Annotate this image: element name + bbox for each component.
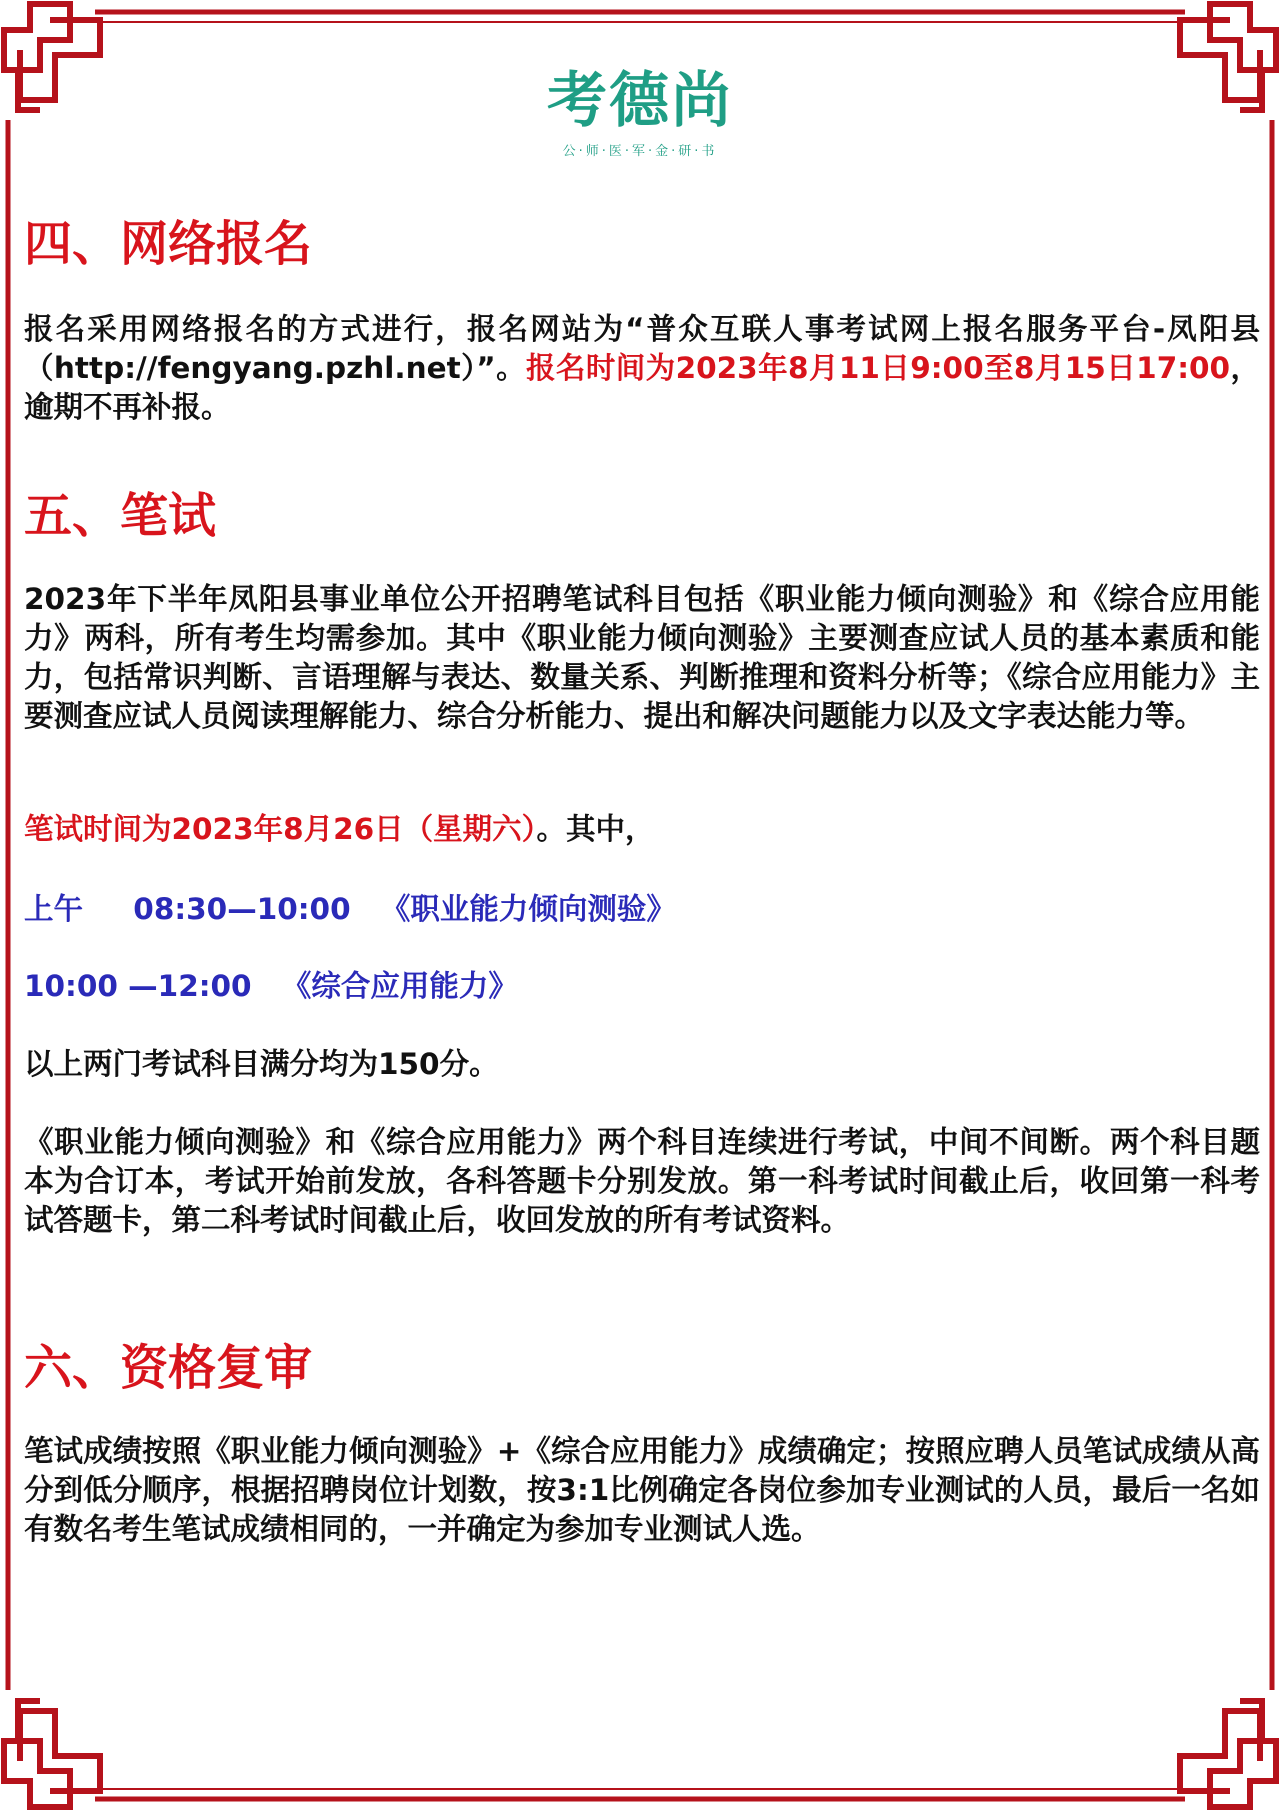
registration-text: 报名采用网络报名的方式进行，报名网站为“普众互联人事考试网上报名服务平台-凤阳县（http://fengyang.pzhl.net）”。 (24, 312, 1260, 385)
schedule-subject: 《职业能力倾向测验》 (380, 892, 676, 926)
exam-date: 笔试时间为2023年8月26日（星期六） (24, 812, 537, 846)
logo-title: 考德尚 (547, 66, 733, 136)
section-6-heading: 六、资格复审 (24, 1340, 313, 1396)
exam-date-suffix: 。其中， (536, 812, 655, 846)
requalification-paragraph: 笔试成绩按照《职业能力倾向测验》+《综合应用能力》成绩确定；按照应聘人员笔试成绩从高分到低分顺序，根据招聘岗位计划数，按3:1比例确定各岗位参加专业测试的人员，最后一名如有数名考生笔试成绩相同的，一并确定为参加专业测试人选。 (24, 1434, 1260, 1546)
registration-note: ，逾期不再补报。 (24, 351, 1260, 424)
logo-subtitle: 公·师·医·军·金·研·书 (562, 144, 718, 159)
section-4-paragraph (24, 310, 1260, 427)
score-note: 以上两门考试科目满分均为150分。 (24, 1047, 499, 1081)
schedule-time: 10:00 —12:00 (24, 969, 252, 1003)
brand-logo (0, 64, 1280, 159)
exam-procedure-paragraph: 《职业能力倾向测验》和《综合应用能力》两个科目连续进行考试，中间不间断。两个科目题本为合订本，考试开始前发放，各科答题卡分别发放。第一科考试时间截止后，收回第一科考试答题卡，第二科考试时间截止后，收回发放的所有考试资料。 (24, 1125, 1260, 1237)
exam-time-line (24, 810, 654, 849)
section-4-heading: 四、网络报名 (24, 216, 313, 272)
schedule-row (24, 967, 518, 1006)
schedule-time: 08:30—10:00 (133, 892, 351, 926)
schedule-subject: 《综合应用能力》 (281, 969, 518, 1003)
exam-intro-paragraph: 2023年下半年凤阳县事业单位公开招聘笔试科目包括《职业能力倾向测验》和《综合应用能力》两科，所有考生均需参加。其中《职业能力倾向测验》主要测查应试人员的基本素质和能力，包括常识判断、言语理解与表达、数量关系、判断推理和资料分析等；《综合应用能力》主要测查应试人员阅读理解能力、综合分析能力、提出和解决问题能力以及文字表达能力等。 (24, 582, 1260, 733)
registration-period: 报名时间为2023年8月11日9:00至8月15日17:00 (526, 351, 1231, 385)
schedule-period: 上午 (24, 892, 84, 926)
schedule-row (24, 890, 676, 929)
section-5-heading: 五、笔试 (24, 488, 217, 544)
